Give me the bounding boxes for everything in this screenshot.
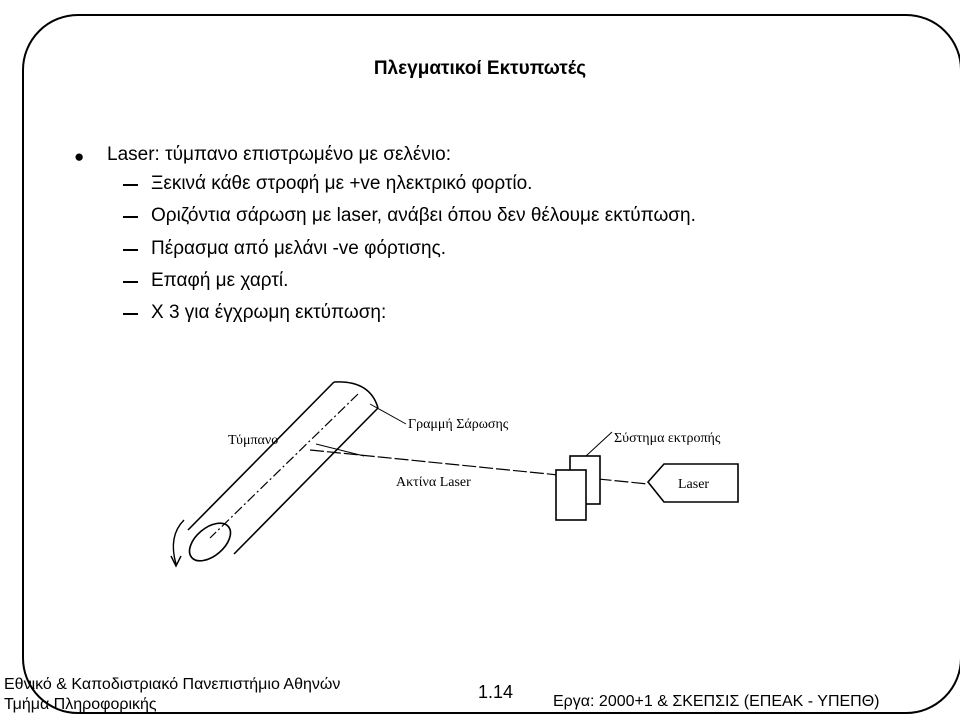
sub-item-text: Επαφή με χαρτί. [151,270,289,291]
sub-item-text: Ξεκινά κάθε στροφή με +ve ηλεκτρικό φορτίο. [151,173,533,194]
bullet-dot-icon: ● [74,147,85,166]
footer-project: Εργα: 2000+1 & ΣΚΕΠΣΙΣ (ΕΠΕΑΚ - ΥΠΕΠΘ) [553,693,880,710]
dash-icon [123,249,138,251]
dash-icon [123,216,138,218]
dash-icon [123,313,138,315]
scan-line-label: Γραμμή Σάρωσης [408,417,509,432]
footer-department: Τμήμα Πληροφορικής [4,696,157,713]
deflection-pointer [586,432,612,456]
drum-icon [183,382,378,568]
slide-title: Πλεγματικοί Εκτυπωτές [373,58,587,79]
page-number: 1.14 [478,682,514,702]
sub-item-text: Οριζόντια σάρωση με laser, ανάβει όπου δεν θέλουμε εκτύπωση. [151,205,696,226]
laser-label: Laser [678,477,710,492]
laser-printer-diagram [138,358,778,598]
drum-label: Τύμπανο [228,433,279,448]
beam-label: Ακτίνα Laser [396,475,471,490]
main-bullet-text: Laser: τύμπανο επιστρωμένο με σελένιο: [107,144,451,165]
sub-item-text: Πέρασμα από μελάνι -ve φόρτισης. [151,238,447,259]
sub-item-text: Χ 3 για έγχρωμη εκτύπωση: [151,302,387,323]
footer-university: Εθνικό & Καποδιστριακό Πανεπιστήμιο Αθηνών [4,676,341,693]
rotation-arrow-icon [171,520,184,566]
deflection-label: Σύστημα εκτροπής [614,431,721,446]
dash-icon [123,184,138,186]
dash-icon [123,281,138,283]
scan-line-pointer [370,404,406,424]
deflection-system-icon [556,456,600,520]
